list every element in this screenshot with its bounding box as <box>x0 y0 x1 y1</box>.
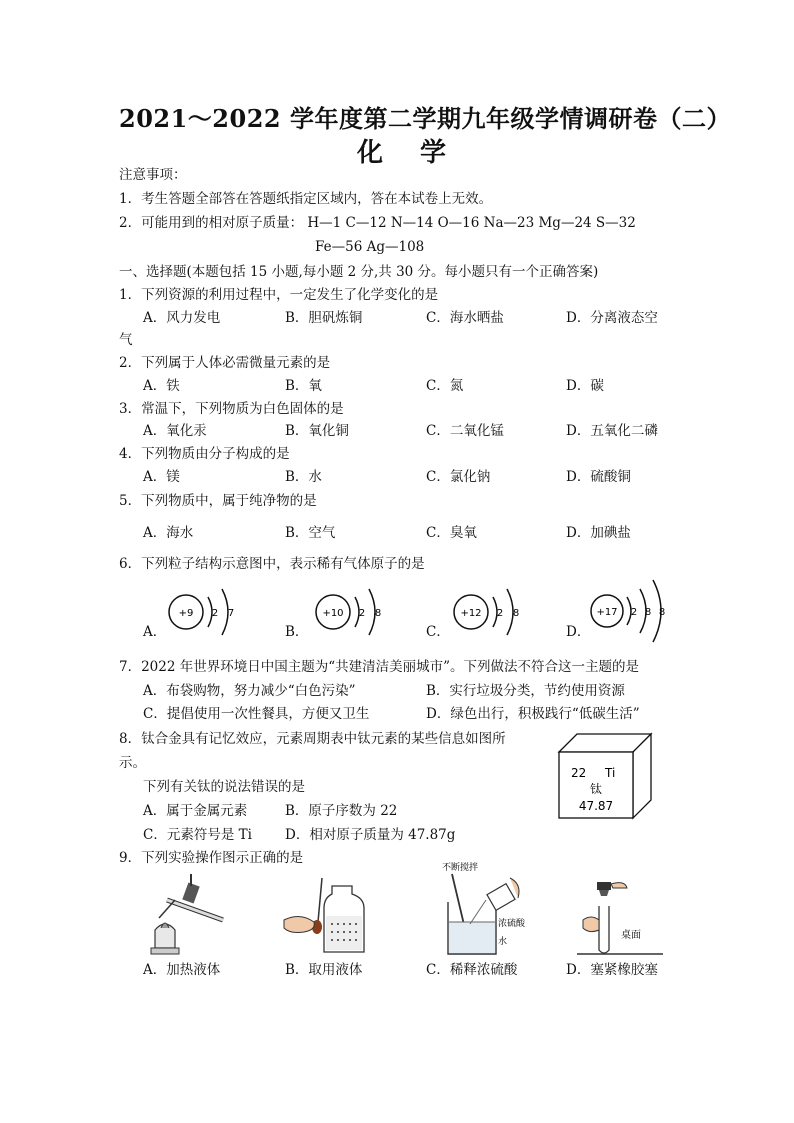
element-symbol: Ti <box>605 766 616 780</box>
page-title: 2021～2022 学年度第二学期九年级学情调研卷（二） <box>119 104 731 133</box>
option: C．臭氧 <box>426 525 477 541</box>
heating-liquid-figure <box>145 870 235 958</box>
option: A．海水 <box>143 525 194 541</box>
option: C．二氧化锰 <box>426 423 504 439</box>
option: C．氯化钠 <box>426 469 491 485</box>
section-heading: 一、选择题(本题包括 15 小题,每小题 2 分,共 30 分。每小题只有一个正确答案) <box>119 264 599 280</box>
shell-electrons: 8 <box>658 607 666 618</box>
option: D．碳 <box>566 378 604 394</box>
shell-electrons: 2 <box>630 607 638 618</box>
notes-heading: 注意事项： <box>119 167 187 183</box>
atomic-mass: 47.87 <box>578 799 614 813</box>
taking-liquid-figure <box>280 872 370 958</box>
nucleus-charge: +10 <box>322 608 344 619</box>
atom-diagram-c <box>445 585 535 645</box>
option: C．稀释浓硫酸 <box>426 962 518 978</box>
option: C．提倡使用一次性餐具，方便又卫生 <box>143 706 370 722</box>
question-stem: 3．常温下，下列物质为白色固体的是 <box>119 401 344 417</box>
atom-diagram-d <box>585 578 685 648</box>
option: B．胆矾炼铜 <box>285 310 363 326</box>
option: B．实行垃圾分类，节约使用资源 <box>426 683 625 699</box>
atomic-number: 22 <box>571 766 587 780</box>
question-stem: 4．下列物质由分子构成的是 <box>119 446 290 462</box>
option: C．海水晒盐 <box>426 310 504 326</box>
option: C． <box>426 624 450 640</box>
question-stem-wrap: 示。 <box>119 755 146 771</box>
option: A．加热液体 <box>143 962 221 978</box>
atom-diagram-b <box>307 585 397 645</box>
shell-electrons: 2 <box>496 608 504 619</box>
question-stem: 1．下列资源的利用过程中，一定发生了化学变化的是 <box>119 287 439 303</box>
question-stem: 2．下列属于人体必需微量元素的是 <box>119 355 331 371</box>
shell-electrons: 8 <box>644 607 652 618</box>
inserting-stopper-figure <box>575 880 665 960</box>
question-stem: 8．钛合金具有记忆效应，元素周期表中钛元素的某些信息如图所 <box>119 731 506 747</box>
note-item: Fe—56 Ag—108 <box>315 239 425 255</box>
subject-title: 化 学 <box>357 138 461 168</box>
option: D．塞紧橡胶塞 <box>566 962 658 978</box>
shell-electrons: 8 <box>374 608 382 619</box>
note-item: 1．考生答题全部答在答题纸指定区域内，答在本试卷上无效。 <box>119 191 493 207</box>
shell-electrons: 8 <box>512 608 520 619</box>
option: C．元素符号是 Ti <box>143 827 252 843</box>
nucleus-charge: +9 <box>178 608 194 619</box>
shell-electrons: 2 <box>358 608 366 619</box>
titanium-element-cube <box>557 732 653 820</box>
element-name: 钛 <box>589 782 603 796</box>
option: B．取用液体 <box>285 962 363 978</box>
question-substem: 下列有关钛的说法错误的是 <box>143 779 305 795</box>
option: D．五氧化二磷 <box>566 423 658 439</box>
option: A． <box>143 624 167 640</box>
option: B． <box>285 624 309 640</box>
option: D．绿色出行，积极践行“低碳生活” <box>426 706 640 722</box>
option: D．硫酸铜 <box>566 469 631 485</box>
water-label: 水 <box>498 937 508 947</box>
option: D． <box>566 624 591 640</box>
question-stem: 9．下列实验操作图示正确的是 <box>119 850 304 866</box>
option: B．原子序数为 22 <box>285 803 398 819</box>
atom-diagram-a <box>160 585 250 645</box>
question-stem: 6．下列粒子结构示意图中，表示稀有气体原子的是 <box>119 556 425 572</box>
nucleus-charge: +12 <box>460 608 482 619</box>
option: B．空气 <box>285 525 336 541</box>
option: A．铁 <box>143 378 180 394</box>
option: A．氧化汞 <box>143 423 207 439</box>
question-stem: 7．2022 年世界环境日中国主题为“共建清洁美丽城市”。下列做法不符合这一主题的是 <box>119 659 640 675</box>
diluting-acid-figure <box>440 858 532 958</box>
option: C．氮 <box>426 378 464 394</box>
acid-label: 浓硫酸 <box>498 919 526 929</box>
shell-electrons: 2 <box>211 608 219 619</box>
option: D．加碘盐 <box>566 525 631 541</box>
table-label: 桌面 <box>621 930 641 941</box>
option: D．分离液态空 <box>566 310 658 326</box>
option: A．镁 <box>143 469 180 485</box>
option: D．相对原子质量为 47.87g <box>285 827 456 843</box>
stir-label: 不断搅拌 <box>442 863 479 873</box>
option: B．氧化铜 <box>285 423 349 439</box>
nucleus-charge: +17 <box>596 607 618 618</box>
option: A．风力发电 <box>143 310 221 326</box>
option: B．水 <box>285 469 322 485</box>
option: B．氧 <box>285 378 322 394</box>
note-item: 2．可能用到的相对原子质量： H—1 C—12 N—14 O—16 Na—23 Mg—24 S—32 <box>119 215 636 231</box>
question-stem: 5．下列物质中，属于纯净物的是 <box>119 493 317 509</box>
option-wrap: 气 <box>119 332 133 348</box>
shell-electrons: 7 <box>227 608 235 619</box>
option: A．布袋购物，努力减少“白色污染” <box>143 683 356 699</box>
option: A．属于金属元素 <box>143 803 248 819</box>
